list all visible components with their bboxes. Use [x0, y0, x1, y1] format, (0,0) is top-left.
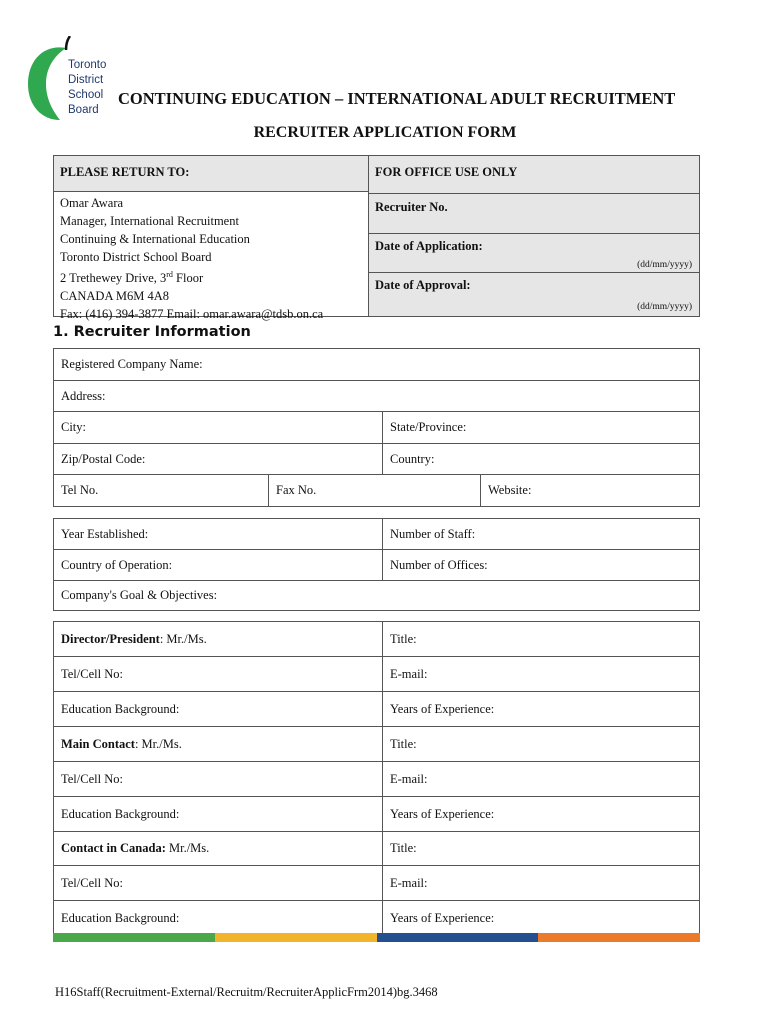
company-details-table	[53, 518, 700, 611]
num-staff-field[interactable]: Number of Staff:	[383, 519, 700, 550]
office-use-box	[368, 155, 700, 317]
canada-contact-tel-field[interactable]: Tel/Cell No:	[54, 866, 383, 901]
director-experience-field[interactable]: Years of Experience:	[383, 692, 700, 727]
main-contact-experience-field[interactable]: Years of Experience:	[383, 797, 700, 832]
date-format-hint: (dd/mm/yyyy)	[637, 260, 692, 270]
country-operation-field[interactable]: Country of Operation:	[54, 550, 383, 581]
state-field[interactable]: State/Province:	[383, 412, 700, 444]
color-strip-orange	[538, 933, 700, 942]
section-heading: 1. Recruiter Information	[53, 324, 251, 340]
return-to-heading: PLEASE RETURN TO:	[60, 165, 190, 179]
main-contact-tel-field[interactable]: Tel/Cell No:	[54, 762, 383, 797]
contact-line: Fax: (416) 394-3877 Email: omar.awara@tdsb.on.ca	[60, 307, 324, 322]
color-strip-green	[53, 933, 215, 942]
main-contact-suffix: : Mr./Ms.	[134, 736, 182, 751]
company-name-field[interactable]: Registered Company Name:	[54, 349, 700, 381]
director-tel-field[interactable]: Tel/Cell No:	[54, 657, 383, 692]
num-offices-field[interactable]: Number of Offices:	[383, 550, 700, 581]
address-line: Omar Awara	[60, 196, 124, 210]
address-field[interactable]: Address:	[54, 381, 700, 412]
canada-contact-experience-field[interactable]: Years of Experience:	[383, 901, 700, 936]
company-info-table	[53, 348, 700, 475]
color-strip-blue	[377, 933, 538, 942]
canada-contact-name-field[interactable]	[54, 832, 383, 866]
country-field[interactable]: Country:	[383, 444, 700, 475]
main-contact-education-field[interactable]: Education Background:	[54, 797, 383, 832]
address-line: Toronto District School Board	[60, 250, 212, 264]
contacts-table	[53, 621, 700, 936]
main-contact-title-field[interactable]: Title:	[383, 727, 700, 762]
address-line: Manager, International Recruitment	[60, 214, 239, 228]
director-title-field[interactable]: Title:	[383, 622, 700, 657]
canada-contact-education-field[interactable]: Education Background:	[54, 901, 383, 936]
fax-field[interactable]: Fax No.	[269, 475, 481, 507]
return-to-box	[53, 155, 368, 322]
page-title: CONTINUING EDUCATION – INTERNATIONAL ADULT RECRUITMENT	[118, 89, 676, 108]
director-education-field[interactable]: Education Background:	[54, 692, 383, 727]
logo-line: Toronto	[68, 59, 107, 71]
canada-contact-suffix: Mr./Ms.	[165, 841, 210, 855]
logo-line: Board	[68, 104, 99, 116]
director-email-field[interactable]: E-mail:	[383, 657, 700, 692]
director-suffix: : Mr./Ms.	[159, 631, 207, 646]
color-strip-yellow	[215, 933, 377, 942]
address-line: 2 Trethewey Drive, 3rd Floor	[60, 270, 204, 286]
recruiter-no-field[interactable]: Recruiter No.	[375, 200, 448, 214]
tel-field[interactable]: Tel No.	[54, 475, 269, 507]
phone-row-table	[53, 474, 700, 507]
date-of-approval-field[interactable]: Date of Approval:	[375, 278, 471, 292]
footer-reference: H16Staff(Recruitment-External/Recruitm/RecruiterApplicFrm2014)bg.3468	[55, 985, 438, 999]
office-heading: FOR OFFICE USE ONLY	[375, 165, 518, 179]
main-contact-name-field[interactable]	[54, 727, 383, 762]
city-field[interactable]: City:	[54, 412, 383, 444]
logo-line: District	[68, 74, 104, 86]
tdsb-logo	[26, 36, 116, 122]
director-name-field[interactable]	[54, 622, 383, 657]
form-title: RECRUITER APPLICATION FORM	[253, 124, 517, 141]
canada-contact-email-field[interactable]: E-mail:	[383, 866, 700, 901]
year-established-field[interactable]: Year Established:	[54, 519, 383, 550]
date-of-application-field[interactable]: Date of Application:	[375, 239, 483, 253]
main-contact-label: Main Contact	[61, 736, 135, 751]
logo-line: School	[68, 89, 104, 101]
main-contact-email-field[interactable]: E-mail:	[383, 762, 700, 797]
logo-wordmark	[68, 58, 106, 118]
goals-field[interactable]: Company's Goal & Objectives:	[54, 581, 700, 611]
address-line: Continuing & International Education	[60, 232, 250, 246]
canada-contact-title-field[interactable]: Title:	[383, 832, 700, 866]
website-field[interactable]: Website:	[481, 475, 700, 507]
canada-contact-label: Contact in Canada:	[61, 841, 166, 855]
address-line: CANADA M6M 4A8	[60, 289, 170, 304]
director-label: Director/President	[61, 631, 160, 646]
date-format-hint: (dd/mm/yyyy)	[637, 302, 692, 312]
zip-field[interactable]: Zip/Postal Code:	[54, 444, 383, 475]
